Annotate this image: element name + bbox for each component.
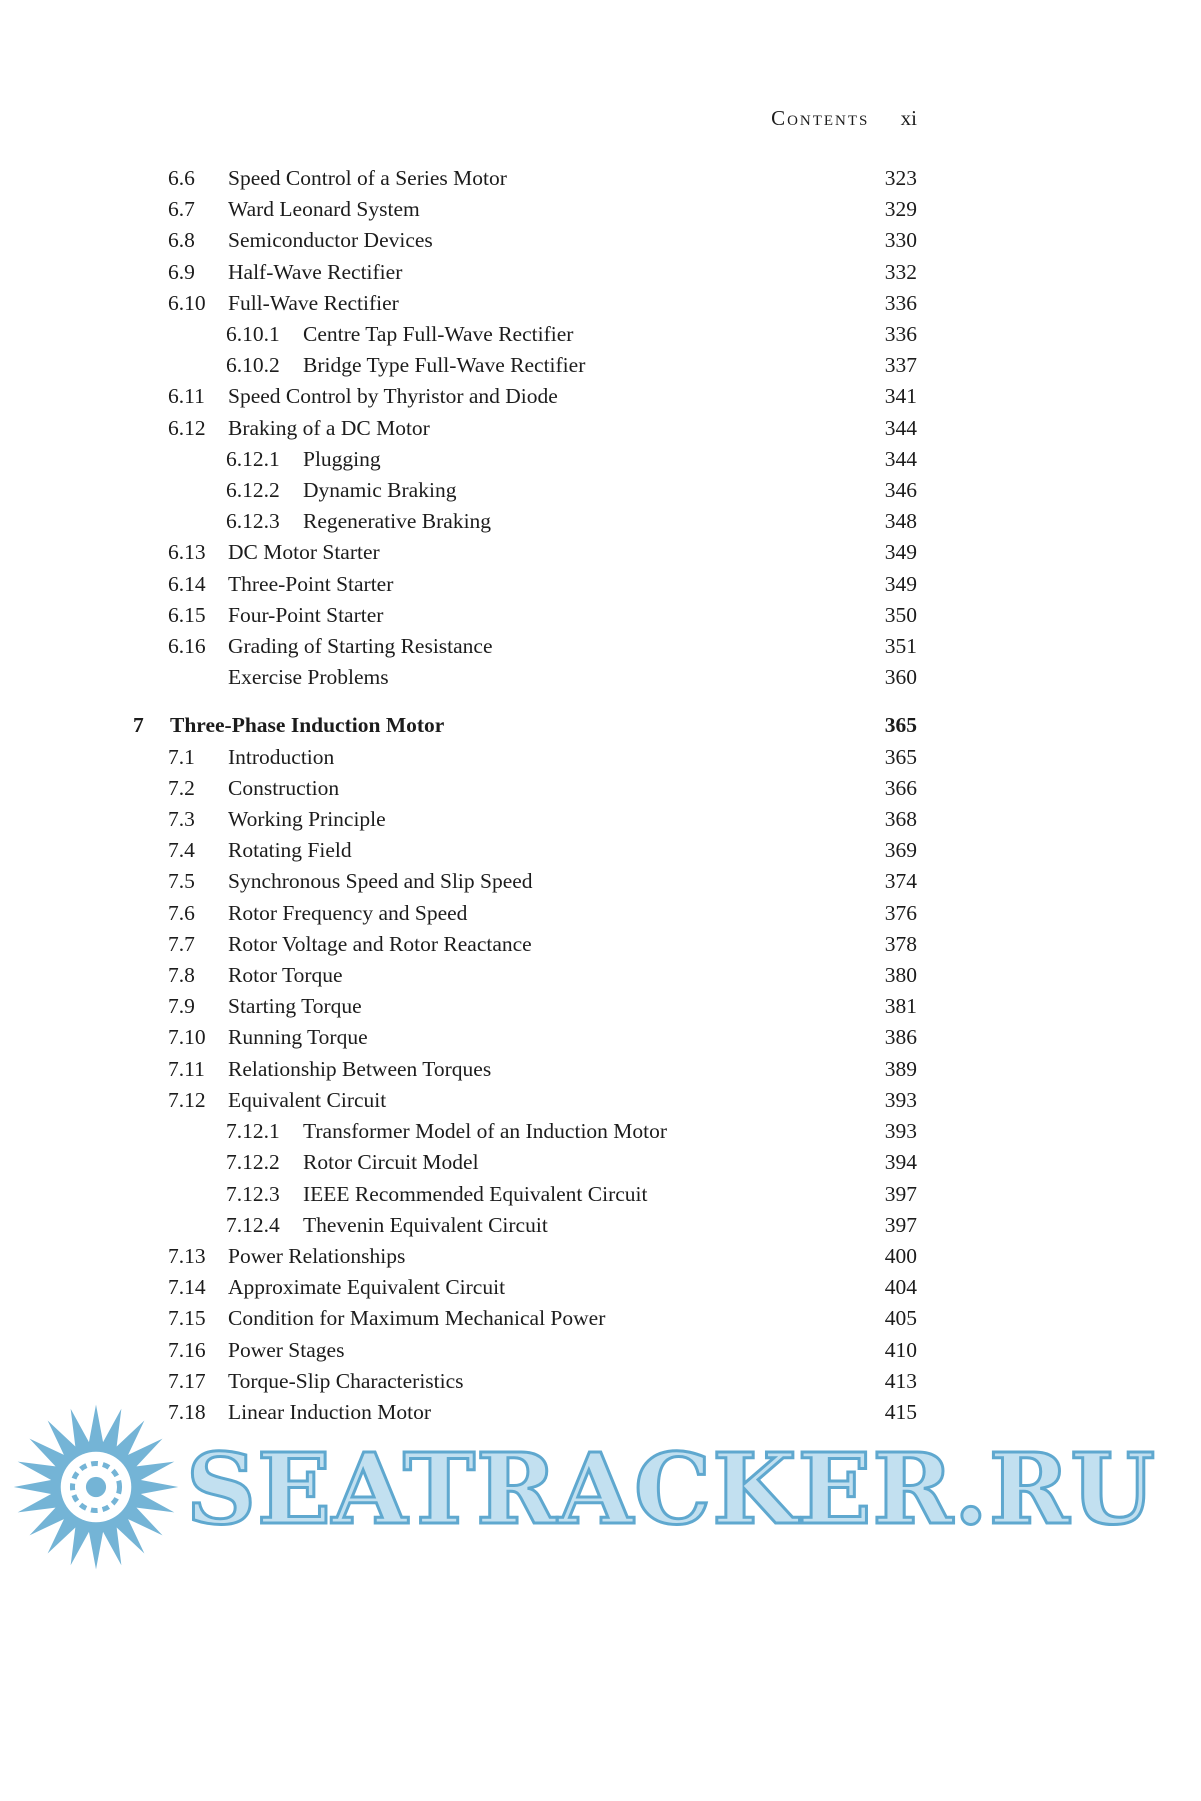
toc-section-row (133, 835, 917, 866)
toc-subsection-row (133, 1116, 917, 1147)
toc-entry-page: 413 (884, 1368, 917, 1393)
toc-section-row (133, 288, 917, 319)
toc-entry-page: 400 (884, 1243, 917, 1268)
toc-entry-page: 393 (884, 1119, 917, 1144)
toc-entry-number: 6.12.3 (226, 509, 280, 534)
toc-entry-page: 381 (884, 994, 917, 1019)
toc-entry-page: 329 (884, 197, 917, 222)
toc-section-row (133, 600, 917, 631)
toc-section-row (133, 1022, 917, 1053)
toc-section-row (133, 1241, 917, 1272)
toc-entry-number: 6.7 (168, 197, 195, 222)
toc-entry-page: 389 (884, 1056, 917, 1081)
toc-section-row (133, 194, 917, 225)
toc-entry-page: 368 (884, 807, 917, 832)
toc-entry-page: 360 (884, 665, 917, 690)
toc-entry-title: Linear Induction Motor (228, 1399, 432, 1424)
toc-entry-page: 369 (884, 838, 917, 863)
toc-entry-title: Condition for Maximum Mechanical Power (228, 1306, 606, 1331)
toc-section-row (133, 1303, 917, 1334)
toc-section-row (133, 929, 917, 960)
toc-entry-page: 405 (884, 1306, 917, 1331)
toc-subsection-row (133, 319, 917, 350)
toc-entry-number: 6.10 (168, 290, 206, 315)
toc-entry-page: 365 (884, 713, 917, 738)
toc-entry-number: 7.1 (168, 744, 195, 769)
toc-subsection-row (133, 506, 917, 537)
toc-entry-page: 410 (884, 1337, 917, 1362)
toc-section-row (133, 991, 917, 1022)
toc-entry-title: Running Torque (228, 1025, 368, 1050)
toc-entry-title: DC Motor Starter (228, 540, 380, 565)
toc-entry-page: 349 (884, 571, 917, 596)
toc-entry-page: 374 (884, 869, 917, 894)
toc-entry-title: Plugging (303, 446, 381, 471)
toc-entry-number: 7.6 (168, 900, 195, 925)
toc-entry-page: 337 (884, 353, 917, 378)
toc-section-row (133, 1085, 917, 1116)
toc-entry-title: Rotor Voltage and Rotor Reactance (228, 931, 532, 956)
toc-entry-title: Power Stages (228, 1337, 345, 1362)
toc-entry-title: Bridge Type Full-Wave Rectifier (303, 353, 586, 378)
toc-entry-title: Rotor Frequency and Speed (228, 900, 468, 925)
toc-entry-title: Ward Leonard System (228, 197, 420, 222)
toc-subsection-row (133, 350, 917, 381)
toc-entry-number: 6.12.2 (226, 478, 280, 503)
toc-entry-title: Speed Control of a Series Motor (228, 166, 507, 190)
toc-section-row (133, 225, 917, 256)
toc-section-row (133, 537, 917, 568)
toc-entry-title: Three-Phase Induction Motor (170, 713, 445, 738)
toc-entry-number: 7.4 (168, 838, 195, 863)
toc-entry-page: 344 (884, 446, 917, 471)
toc-entry-number: 7.14 (168, 1275, 206, 1300)
toc-entry-title: Braking of a DC Motor (228, 415, 430, 440)
toc-entry-number: 7 (133, 713, 144, 738)
toc-chapter-row (133, 710, 917, 741)
toc-entry-page: 346 (884, 478, 917, 503)
toc-entry-number: 7.12 (168, 1087, 206, 1112)
toc-entry-page: 393 (884, 1087, 917, 1112)
toc-entry-number: 6.9 (168, 259, 195, 284)
toc-entry-title: Speed Control by Thyristor and Diode (228, 384, 558, 409)
toc-entry-number: 7.8 (168, 963, 195, 988)
toc-subsection-row (133, 1147, 917, 1178)
toc-entry-title: Starting Torque (228, 994, 362, 1019)
toc-entry-page: 336 (884, 290, 917, 315)
toc-subsection-row (133, 444, 917, 475)
toc-entry-number: 6.11 (168, 384, 205, 409)
toc-entry-number: 7.11 (168, 1056, 205, 1081)
toc-section-row (133, 662, 917, 693)
toc-entry-number: 6.15 (168, 602, 206, 627)
toc-entry-page: 341 (884, 384, 917, 409)
toc-section-row (133, 804, 917, 835)
toc-entry-page: 376 (884, 900, 917, 925)
watermark (12, 1392, 1201, 1587)
toc-entry-title: Centre Tap Full-Wave Rectifier (303, 322, 574, 347)
toc-entry-title: Synchronous Speed and Slip Speed (228, 869, 533, 894)
toc-entry-title: Semiconductor Devices (228, 228, 433, 253)
toc-section-row (133, 631, 917, 662)
toc-entry-number: 7.12.1 (226, 1119, 280, 1144)
toc-entry-page: 397 (884, 1181, 917, 1206)
toc-entry-title: Approximate Equivalent Circuit (228, 1275, 506, 1300)
toc-entry-page: 348 (884, 509, 917, 534)
toc-entry-page: 365 (884, 744, 917, 769)
toc-entry-title: Dynamic Braking (303, 478, 457, 503)
toc-section-row (133, 1335, 917, 1366)
toc-entry-number: 7.3 (168, 807, 195, 832)
toc-entry-number: 6.14 (168, 571, 206, 596)
toc-entry-title: Rotor Torque (228, 963, 343, 988)
toc-entry-page: 349 (884, 540, 917, 565)
toc-entry-title: Rotating Field (228, 838, 352, 863)
table-of-contents (133, 163, 917, 1428)
toc-entry-page: 351 (884, 634, 917, 659)
toc-entry-number: 6.6 (168, 166, 195, 190)
toc-entry-number: 7.16 (168, 1337, 206, 1362)
toc-entry-title: Three-Point Starter (228, 571, 394, 596)
toc-entry-page: 397 (884, 1212, 917, 1237)
toc-entry-title: Torque-Slip Characteristics (228, 1368, 464, 1393)
toc-entry-number: 7.2 (168, 775, 195, 800)
toc-entry-title: Construction (228, 775, 340, 800)
toc-entry-number: 6.8 (168, 228, 195, 253)
toc-entry-number: 6.16 (168, 634, 206, 659)
toc-section-row (133, 898, 917, 929)
toc-section-row (133, 163, 917, 194)
toc-subsection-row (133, 475, 917, 506)
toc-subsection-row (133, 1210, 917, 1241)
toc-entry-number: 6.10.1 (226, 322, 280, 347)
header-contents-label: Contents (771, 106, 870, 130)
toc-entry-number: 7.15 (168, 1306, 206, 1331)
toc-entry-title: Working Principle (228, 807, 386, 832)
toc-entry-title: Half-Wave Rectifier (228, 259, 403, 284)
toc-entry-page: 350 (884, 602, 917, 627)
toc-entry-number: 7.13 (168, 1243, 206, 1268)
toc-section-row (133, 413, 917, 444)
toc-section-row (133, 960, 917, 991)
toc-entry-page: 380 (884, 963, 917, 988)
toc-entry-page: 386 (884, 1025, 917, 1050)
toc-entry-title: Equivalent Circuit (228, 1087, 387, 1112)
watermark-text: SEATRACKER.RU (186, 1432, 1157, 1546)
toc-entry-title: Power Relationships (228, 1243, 406, 1268)
toc-section-row (133, 1054, 917, 1085)
toc-entry-page: 332 (884, 259, 917, 284)
toc-entry-number: 6.12.1 (226, 446, 280, 471)
toc-section-row (133, 257, 917, 288)
toc-entry-title: IEEE Recommended Equivalent Circuit (303, 1181, 648, 1206)
toc-entry-page: 323 (884, 166, 917, 190)
page-header (133, 106, 917, 131)
toc-entry-title: Grading of Starting Resistance (228, 634, 493, 659)
toc-entry-title: Transformer Model of an Induction Motor (303, 1119, 668, 1144)
toc-entry-number: 7.5 (168, 869, 195, 894)
toc-entry-number: 7.7 (168, 931, 195, 956)
toc-entry-title: Regenerative Braking (303, 509, 492, 534)
toc-entry-page: 336 (884, 322, 917, 347)
toc-entry-number: 7.12.3 (226, 1181, 280, 1206)
toc-entry-number: 7.17 (168, 1368, 206, 1393)
toc-entry-number: 6.12 (168, 415, 206, 440)
toc-section-row (133, 742, 917, 773)
toc-entry-page: 415 (884, 1399, 917, 1424)
toc-entry-number: 7.9 (168, 994, 195, 1019)
toc-entry-page: 344 (884, 415, 917, 440)
header-page-number: xi (900, 106, 917, 130)
toc-entry-number: 7.18 (168, 1399, 206, 1424)
toc-entry-number (168, 662, 228, 693)
toc-entry-title: Thevenin Equivalent Circuit (303, 1212, 548, 1237)
toc-entry-title: Rotor Circuit Model (303, 1150, 479, 1175)
toc-entry-page: 366 (884, 775, 917, 800)
toc-entry-page: 404 (884, 1275, 917, 1300)
toc-section-row (133, 569, 917, 600)
toc-entry-number: 7.10 (168, 1025, 206, 1050)
toc-entry-title: Four-Point Starter (228, 602, 384, 627)
toc-subsection-row (133, 1179, 917, 1210)
toc-entry-title: Full-Wave Rectifier (228, 290, 399, 315)
toc-section-row (133, 1272, 917, 1303)
toc-entry-number: 6.10.2 (226, 353, 280, 378)
toc-entry-number: 7.12.4 (226, 1212, 280, 1237)
toc-section-row (133, 773, 917, 804)
toc-section-row (133, 866, 917, 897)
toc-entry-title: Introduction (228, 744, 335, 769)
toc-entry-page: 378 (884, 931, 917, 956)
toc-section-row (133, 381, 917, 412)
toc-entry-number: 7.12.2 (226, 1150, 280, 1175)
toc-entry-page: 330 (884, 228, 917, 253)
toc-entry-number: 6.13 (168, 540, 206, 565)
toc-entry-title: Exercise Problems (228, 665, 389, 690)
toc-entry-title: Relationship Between Torques (228, 1056, 492, 1081)
toc-entry-page: 394 (884, 1150, 917, 1175)
sun-burst-icon (12, 1398, 180, 1581)
